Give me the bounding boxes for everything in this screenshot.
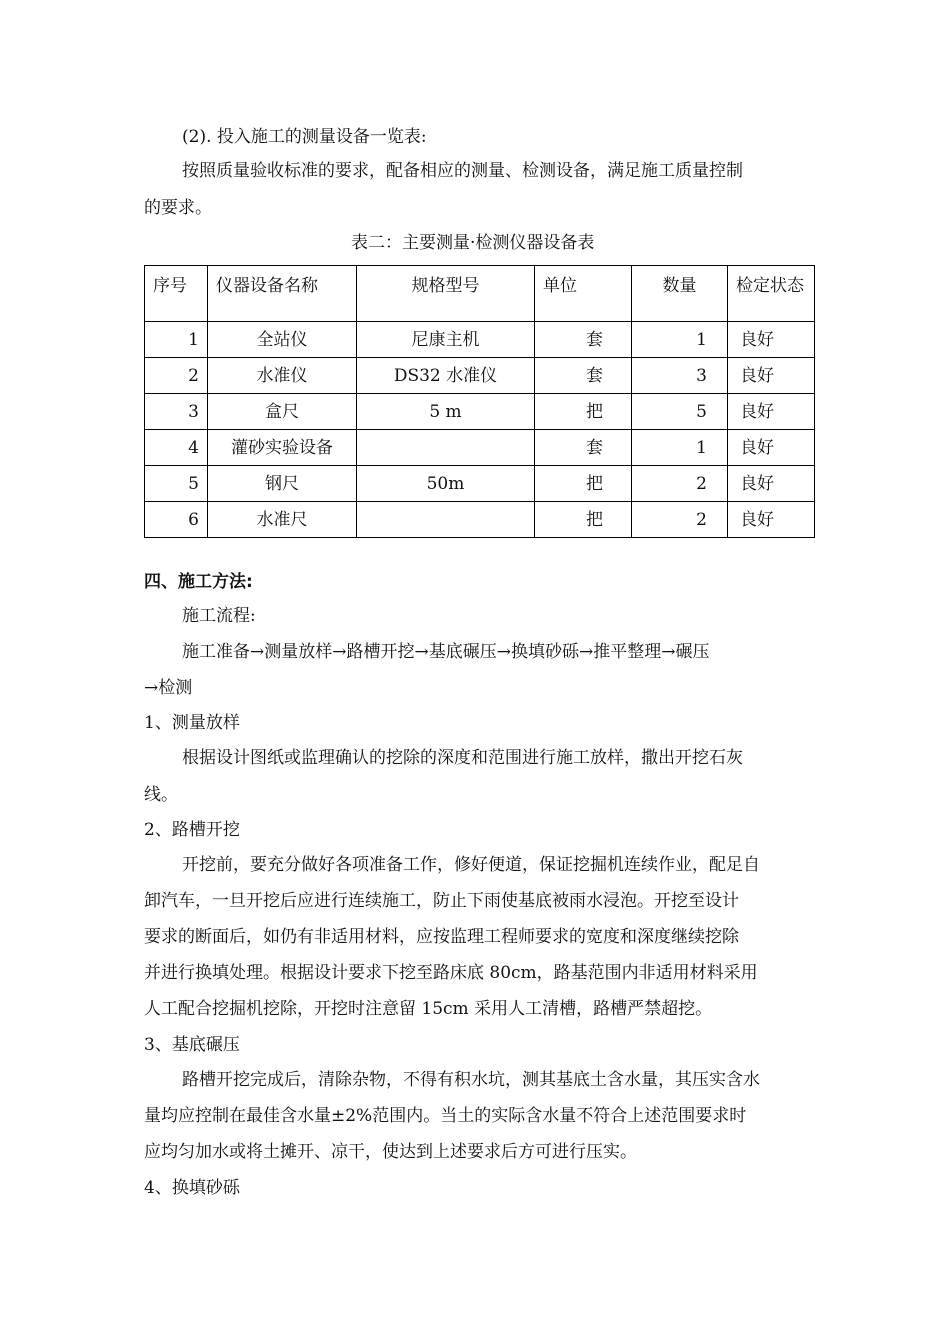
table-row (145, 502, 815, 538)
cell-qty: 1 (632, 322, 728, 358)
header-cell-qty: 数量 (632, 266, 728, 322)
cell-unit: 把 (535, 466, 632, 502)
cell-no: 5 (145, 466, 208, 502)
cell-spec: DS32 水准仪 (357, 358, 535, 394)
cell-unit: 套 (535, 322, 632, 358)
step-2-line-5: 人工配合挖掘机挖除，开挖时注意留 15cm 采用人工清槽，路槽严禁超挖。 (144, 999, 713, 1019)
equipment-heading: (2). 投入施工的测量设备一览表: (182, 127, 427, 147)
flow-line-2: →检测 (144, 678, 193, 698)
step-2-title: 2、路槽开挖 (144, 820, 240, 840)
cell-qty: 1 (632, 430, 728, 466)
step-3-line-1: 路槽开挖完成后，清除杂物，不得有积水坑，测其基底土含水量，其压实含水 (182, 1070, 760, 1090)
section-title-construction-method: 四、施工方法: (144, 572, 253, 592)
equipment-intro-line-1: 按照质量验收标准的要求，配备相应的测量、检测设备，满足施工质量控制 (182, 161, 743, 181)
cell-qty: 3 (632, 358, 728, 394)
cell-spec (357, 430, 535, 466)
header-cell-no: 序号 (145, 266, 208, 322)
table-row (145, 322, 815, 358)
cell-name: 水准尺 (208, 502, 357, 538)
cell-qty: 5 (632, 394, 728, 430)
step-2-line-4: 并进行换填处理。根据设计要求下挖至路床底 80cm，路基范围内非适用材料采用 (144, 963, 758, 983)
cell-spec: 5 m (357, 394, 535, 430)
step-3-title: 3、基底碾压 (144, 1035, 240, 1055)
cell-no: 4 (145, 430, 208, 466)
cell-status: 良好 (728, 358, 815, 394)
step-1-title: 1、测量放样 (144, 713, 240, 733)
cell-unit: 套 (535, 358, 632, 394)
header-cell-name: 仪器设备名称 (208, 266, 357, 322)
header-cell-unit: 单位 (535, 266, 632, 322)
cell-status: 良好 (728, 430, 815, 466)
cell-name: 灌砂实验设备 (208, 430, 357, 466)
cell-no: 1 (145, 322, 208, 358)
step-2-line-2: 卸汽车，一旦开挖后应进行连续施工，防止下雨使基底被雨水浸泡。开挖至设计 (144, 891, 739, 911)
cell-qty: 2 (632, 502, 728, 538)
cell-name: 盒尺 (208, 394, 357, 430)
cell-status: 良好 (728, 322, 815, 358)
cell-no: 2 (145, 358, 208, 394)
table-caption: 表二：主要测量·检测仪器设备表 (351, 233, 595, 253)
table-row (145, 394, 815, 430)
cell-spec (357, 502, 535, 538)
cell-status: 良好 (728, 394, 815, 430)
table-row (145, 430, 815, 466)
header-cell-status: 检定状态 (728, 266, 815, 322)
cell-unit: 套 (535, 430, 632, 466)
header-cell-spec: 规格型号 (357, 266, 535, 322)
equipment-intro-line-2: 的要求。 (144, 198, 212, 218)
step-3-line-3: 应均匀加水或将土摊开、凉干，使达到上述要求后方可进行压实。 (144, 1142, 637, 1162)
cell-name: 水准仪 (208, 358, 357, 394)
cell-name: 全站仪 (208, 322, 357, 358)
cell-spec: 尼康主机 (357, 322, 535, 358)
equipment-table (144, 265, 815, 538)
cell-qty: 2 (632, 466, 728, 502)
cell-unit: 把 (535, 394, 632, 430)
step-4-title: 4、换填砂砾 (144, 1178, 240, 1198)
cell-no: 6 (145, 502, 208, 538)
step-1-line-2: 线。 (144, 785, 178, 805)
flow-line-1: 施工准备→测量放样→路槽开挖→基底碾压→换填砂砾→推平整理→碾压 (182, 642, 710, 662)
step-2-line-1: 开挖前，要充分做好各项准备工作，修好便道，保证挖掘机连续作业，配足自 (182, 855, 760, 875)
table-row (145, 358, 815, 394)
cell-spec: 50m (357, 466, 535, 502)
cell-name: 钢尺 (208, 466, 357, 502)
table-row (145, 466, 815, 502)
table-header-row (145, 266, 815, 322)
cell-status: 良好 (728, 466, 815, 502)
step-3-line-2: 量均应控制在最佳含水量±2%范围内。当土的实际含水量不符合上述范围要求时 (144, 1106, 747, 1126)
cell-status: 良好 (728, 502, 815, 538)
step-2-line-3: 要求的断面后，如仍有非适用材料，应按监理工程师要求的宽度和深度继续挖除 (144, 927, 739, 947)
cell-no: 3 (145, 394, 208, 430)
step-1-line-1: 根据设计图纸或监理确认的挖除的深度和范围进行施工放样，撒出开挖石灰 (182, 748, 743, 768)
cell-unit: 把 (535, 502, 632, 538)
flow-label: 施工流程: (182, 606, 256, 626)
